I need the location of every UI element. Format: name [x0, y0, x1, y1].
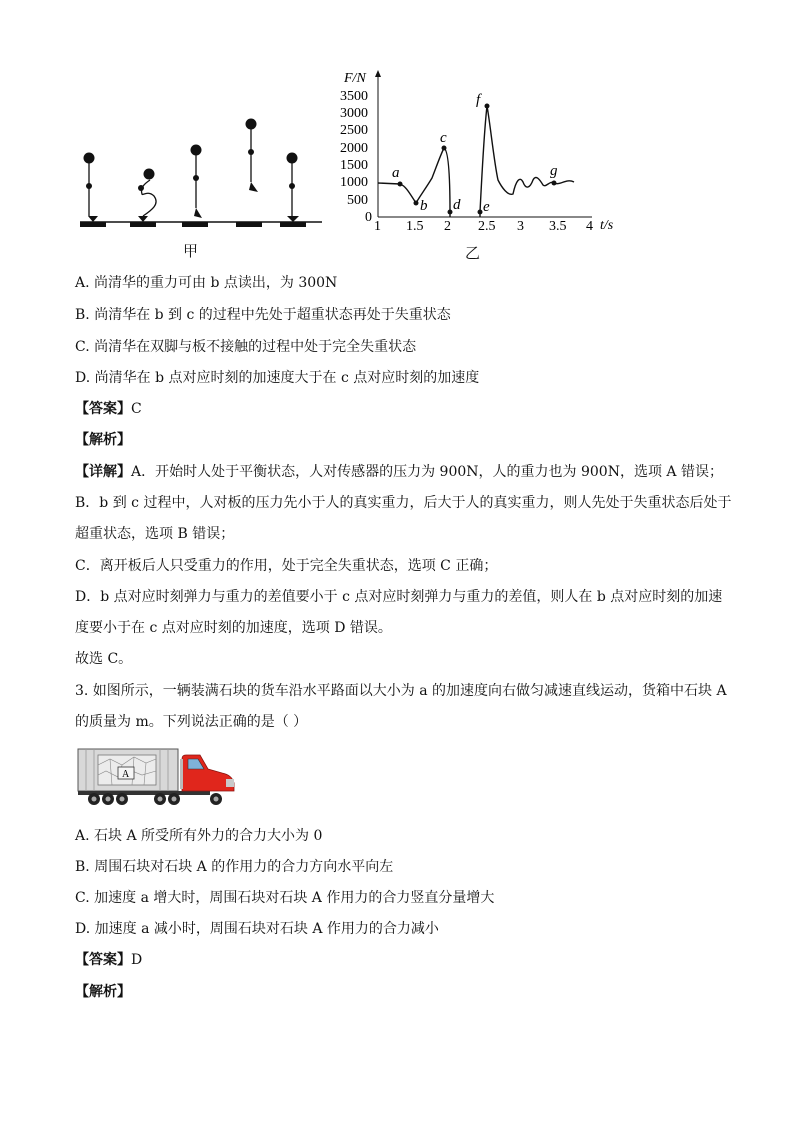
q3-answer	[75, 950, 142, 970]
q3-stem-line-1: 3. 如图所示，一辆装满石块的货车沿水平路面以大小为 a 的加速度向右做匀减速直线运动，货箱中石块 A	[75, 683, 727, 699]
point-f	[485, 104, 490, 109]
figure-jia-caption: 甲	[183, 242, 199, 260]
figure-yi-caption: 乙	[465, 244, 481, 262]
point-label-e: e	[483, 199, 490, 215]
jumper-figure-4	[236, 119, 262, 228]
q3-option-c: C. 加速度 a 增大时，周围石块对石块 A 作用力的合力竖直分量增大	[75, 890, 495, 906]
point-label-b: b	[420, 198, 428, 214]
y-tick-label: 1000	[340, 175, 368, 190]
x-tick-label: 3.5	[549, 219, 567, 234]
x-tick-label: 4	[586, 219, 593, 234]
q2-detail-b2: 超重状态，选项 B 错误；	[75, 526, 235, 542]
x-tick-label: 1.5	[406, 219, 424, 234]
y-tick-label: 1500	[340, 158, 368, 173]
y-tick-label: 500	[347, 193, 368, 208]
x-axis-label: t/s	[600, 218, 614, 233]
q2-detail-d1: D．b 点对应时刻弹力与重力的差值要小于 c 点对应时刻弹力与重力的差值，则人在 b 点对应时刻的加速	[75, 589, 723, 605]
force-curve	[378, 106, 574, 217]
answer-tag: 【答案】	[75, 401, 131, 417]
q3-analysis-tag: 【解析】	[75, 984, 131, 1000]
q3-stem-line-2: 的质量为 m。下列说法正确的是（ ）	[75, 714, 308, 730]
jumper-figure-3	[182, 145, 208, 228]
x-tick-label: 1	[374, 219, 381, 234]
jumper-figure-1	[80, 153, 106, 228]
y-tick-label: 3000	[340, 106, 368, 121]
point-label-g: g	[550, 163, 558, 179]
x-tick-label: 2.5	[478, 219, 496, 234]
detail-tag: 【详解】	[75, 464, 131, 480]
truck-figure	[76, 745, 238, 811]
q3-option-d: D. 加速度 a 减小时，周围石块对石块 A 作用力的合力减小	[75, 921, 439, 937]
y-tick-label: 0	[365, 210, 372, 225]
q2-detail-b1: B．b 到 c 过程中，人对板的压力先小于人的真实重力，后大于人的真实重力，则人先处于失重状态后处于	[75, 495, 732, 511]
figure-jia	[70, 110, 330, 260]
point-label-a: a	[392, 165, 400, 181]
q2-detail-c: C．离开板后人只受重力的作用，处于完全失重状态，选项 C 正确；	[75, 558, 498, 574]
x-tick-label: 2	[444, 219, 451, 234]
detail-a-text: A．开始时人处于平衡状态，人对传感器的压力为 900N，人的重力也为 900N，选项 A 错误；	[131, 464, 723, 480]
answer-value: D	[131, 952, 143, 968]
q2-detail-d2: 度要小于在 c 点对应时刻的加速度，选项 D 错误。	[75, 620, 392, 636]
point-a	[398, 182, 403, 187]
q2-option-d: D. 尚清华在 b 点对应时刻的加速度大于在 c 点对应时刻的加速度	[75, 370, 480, 386]
answer-value: C	[131, 401, 142, 417]
point-g	[552, 181, 557, 186]
point-d	[448, 210, 453, 215]
point-label-f: f	[476, 92, 481, 108]
point-c	[442, 146, 447, 151]
jumper-figure-5	[280, 153, 306, 228]
q2-option-c: C. 尚清华在双脚与板不接触的过程中处于完全失重状态	[75, 339, 417, 355]
q3-option-a: A. 石块 A 所受所有外力的合力大小为 0	[75, 828, 323, 844]
y-axis-label: F/N	[344, 71, 366, 86]
y-tick-label: 2000	[340, 141, 368, 156]
y-tick-label: 2500	[340, 123, 368, 138]
q2-detail-a	[75, 462, 723, 482]
x-tick-label: 3	[517, 219, 524, 234]
point-label-c: c	[440, 130, 447, 146]
rock-a-label: A	[122, 769, 130, 780]
q2-option-b: B. 尚清华在 b 到 c 的过程中先处于超重状态再处于失重状态	[75, 307, 451, 323]
figure-yi-graph	[330, 62, 630, 242]
point-label-d: d	[453, 197, 461, 213]
jumper-figure-2	[130, 169, 156, 228]
q2-analysis-tag: 【解析】	[75, 432, 131, 448]
point-e	[478, 210, 483, 215]
point-b	[414, 201, 419, 206]
q3-option-b: B. 周围石块对石块 A 的作用力的合力方向水平向左	[75, 859, 394, 875]
y-tick-label: 3500	[340, 89, 368, 104]
q2-conclusion: 故选 C。	[75, 651, 133, 667]
q2-answer	[75, 399, 142, 419]
answer-tag: 【答案】	[75, 952, 131, 968]
q2-option-a: A. 尚清华的重力可由 b 点读出，为 300N	[75, 275, 338, 291]
